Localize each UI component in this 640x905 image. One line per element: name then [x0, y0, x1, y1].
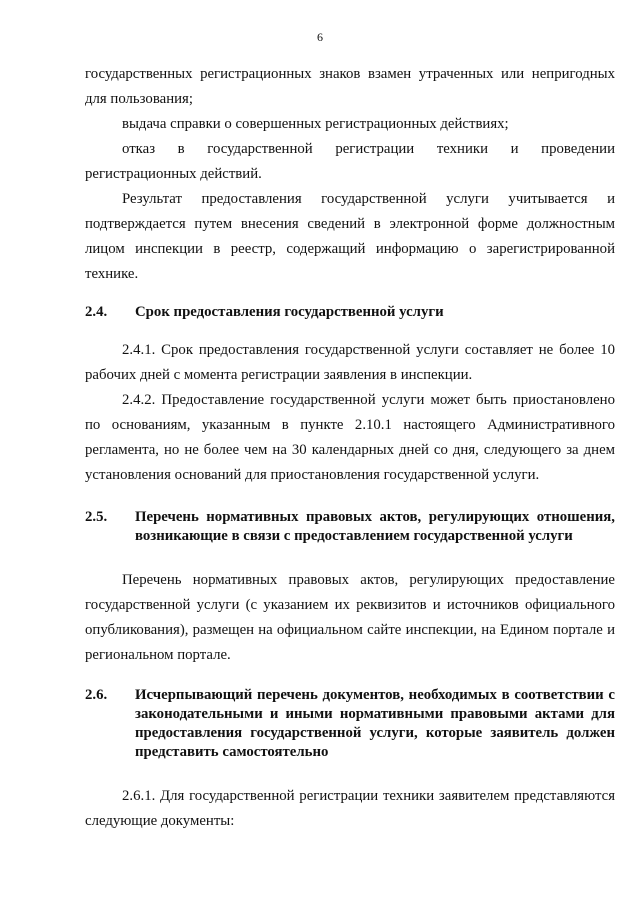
section-title: Исчерпывающий перечень документов, необходимых в соответствии с законодательными и иными нормативными правовыми актами для предоставления государственной услуги, которые заявитель должен представить самостоятельно	[135, 687, 615, 760]
paragraph-certificate-issue: выдача справки о совершенных регистрационных действиях;	[122, 116, 509, 132]
paragraph-legal-acts-list: Перечень нормативных правовых актов, регулирующих предоставление государственной услуги (с указанием их реквизитов и источников официального опубликования), размещен на официальном сайте инспекции, на Едином портале и региональном портале.	[85, 572, 615, 663]
section-heading-2-5	[85, 508, 615, 546]
section-number: 2.5.	[85, 509, 108, 525]
section-heading-2-6	[85, 686, 615, 762]
paragraph-2-6-1: 2.6.1. Для государственной регистрации техники заявителем представляются следующие документы:	[85, 788, 615, 829]
section-title: Перечень нормативных правовых актов, регулирующих отношения, возникающие в связи с предоставлением государственной услуги	[135, 509, 615, 544]
paragraph-registration-plates: государственных регистрационных знаков взамен утраченных или непригодных для пользования;	[85, 66, 615, 107]
section-number: 2.6.	[85, 687, 108, 703]
paragraph-service-result: Результат предоставления государственной услуги учитывается и подтверждается путем внесения сведений в электронной форме должностным лицом инспекции в реестр, содержащий информацию о зарегистрированной технике.	[85, 191, 615, 282]
section-title: Срок предоставления государственной услуги	[135, 304, 444, 320]
section-heading-2-4	[85, 303, 615, 322]
page-number: 6	[317, 30, 323, 44]
page-content	[85, 62, 615, 834]
paragraph-2-4-1: 2.4.1. Срок предоставления государственной услуги составляет не более 10 рабочих дней с момента регистрации заявления в инспекции.	[85, 342, 615, 383]
paragraph-refusal: отказ в государственной регистрации техники и проведении регистрационных действий.	[85, 141, 615, 182]
section-number: 2.4.	[85, 304, 108, 320]
paragraph-2-4-2: 2.4.2. Предоставление государственной услуги может быть приостановлено по основаниям, указанным в пункте 2.10.1 настоящего Административного регламента, но не более чем на 30 календарных дней со дня, следующего за днем установления оснований для приостановления государственной услуги.	[85, 392, 615, 483]
